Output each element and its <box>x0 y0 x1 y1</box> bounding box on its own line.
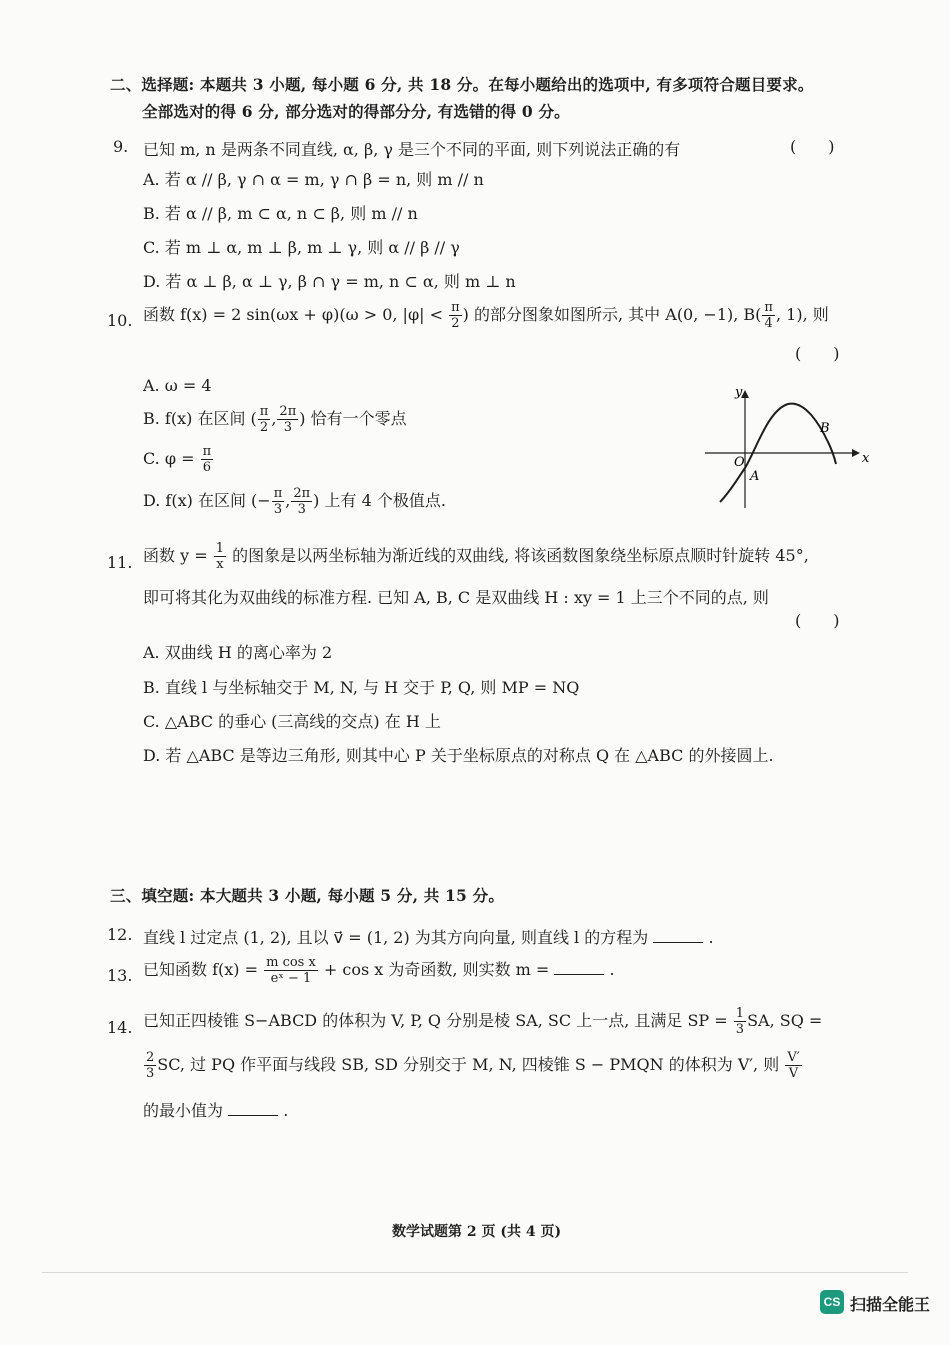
q14-line3 <box>143 1098 288 1121</box>
q9-option-d: D. 若 α ⊥ β, α ⊥ γ, β ∩ γ = m, n ⊂ α, 则 m ⊥ n <box>143 272 516 291</box>
graph-label-y: y <box>735 385 743 400</box>
q14-frac3-den: V <box>788 1066 799 1081</box>
q10-d-frac1-num: π <box>273 486 283 501</box>
q10-b-frac1-num: π <box>259 404 269 419</box>
q10-answer-paren: ( ) <box>795 344 840 363</box>
q13-answer-blank[interactable] <box>554 960 604 975</box>
q10-b-frac1 <box>258 404 271 435</box>
q10-c-part1: C. φ = <box>143 449 195 468</box>
q10-d-frac1 <box>272 486 285 517</box>
q10-b-frac2 <box>277 404 298 435</box>
q10-frac-pi-over-4 <box>762 300 775 331</box>
q13-stem <box>143 955 615 986</box>
q11-stem-part2: 的图象是以两坐标轴为渐近线的双曲线, 将该函数图象绕坐标原点顺时针旋转 45°, <box>232 546 809 565</box>
q10-frac-den: 2 <box>451 316 460 331</box>
q10-stem-part1: 函数 f(x) = 2 sin(ωx + φ)(ω > 0, |φ| < <box>143 305 444 324</box>
q11-frac <box>214 541 226 572</box>
q10-frac4-num: π <box>764 300 773 315</box>
q14-frac3-num: V′ <box>787 1050 800 1065</box>
q14-l1-part2: SA, SQ = <box>747 1011 823 1030</box>
q10-d-frac2-den: 3 <box>297 502 306 517</box>
q10-frac-pi-over-2 <box>449 300 462 331</box>
q13-frac <box>264 955 318 986</box>
q10-c-frac <box>201 444 214 475</box>
q10-b-frac2-den: 3 <box>283 420 292 435</box>
q11-stem-line2: 即可将其化为双曲线的标准方程. 已知 A, B, C 是双曲线 H : xy = 1 上三个不同的点, 则 <box>143 588 769 607</box>
q14-l3-text: 的最小值为 <box>143 1101 224 1120</box>
q14-end: . <box>283 1101 289 1120</box>
q12-stem <box>143 925 714 948</box>
q14-number: 14. <box>107 1018 133 1037</box>
q9-option-b: B. 若 α // β, m ⊂ α, n ⊂ β, 则 m // n <box>143 204 418 223</box>
camscanner-watermark-text: 扫描全能王 <box>850 1297 931 1314</box>
graph-label-origin: O <box>734 455 745 470</box>
q12-answer-blank[interactable] <box>653 928 703 943</box>
q14-frac-2-3 <box>144 1050 156 1081</box>
q13-text-part2: + cos x 为奇函数, 则实数 m = <box>323 960 550 979</box>
q12-number: 12. <box>107 925 133 944</box>
x-axis-arrow <box>852 449 860 457</box>
q11-option-c: C. △ABC 的垂心 (三高线的交点) 在 H 上 <box>143 712 441 731</box>
graph-label-x: x <box>862 451 870 466</box>
section3-title: 三、填空题: 本大题共 3 小题, 每小题 5 分, 共 15 分。 <box>110 886 505 905</box>
q10-b-frac2-num: 2π <box>279 404 297 419</box>
q10-c-frac-den: 6 <box>202 460 212 475</box>
q12-text: 直线 l 过定点 (1, 2), 且以 v⃗ = (1, 2) 为其方向向量, 则直线 l 的方程为 <box>143 928 649 947</box>
q10-d-frac2-num: 2π <box>293 486 311 501</box>
q10-stem-part2: ) 的部分图象如图所示, 其中 A(0, −1), B( <box>462 305 762 324</box>
q13-text-part1: 已知函数 f(x) = <box>143 960 259 979</box>
q13-number: 13. <box>107 966 133 985</box>
section2-title-line1: 二、选择题: 本题共 3 小题, 每小题 6 分, 共 18 分。在每小题给出的选项中, 有多项符合题目要求。 <box>110 75 814 94</box>
q11-stem-line1 <box>143 541 809 572</box>
scan-divider <box>42 1272 908 1273</box>
q12-end: . <box>708 928 714 947</box>
q10-d-frac1-den: 3 <box>273 502 283 517</box>
section2-title-line2: 全部选对的得 6 分, 部分选对的得部分分, 有选错的得 0 分。 <box>142 102 570 121</box>
q9-number: 9. <box>113 137 129 156</box>
q10-c-frac-num: π <box>202 444 212 459</box>
q14-frac-1-3 <box>734 1006 746 1037</box>
q10-stem <box>143 300 829 331</box>
q14-frac1-num: 1 <box>735 1006 745 1021</box>
q10-b-part1: B. f(x) 在区间 ( <box>143 409 257 428</box>
q10-sine-graph <box>700 380 870 515</box>
q14-l1-part1: 已知正四棱锥 S−ABCD 的体积为 V, P, Q 分别是棱 SA, SC 上一点, 且满足 SP = <box>143 1011 728 1030</box>
q10-b-frac1-den: 2 <box>259 420 269 435</box>
q10-d-part1: D. f(x) 在区间 (− <box>143 491 271 510</box>
page-footer: 数学试题第 2 页 (共 4 页) <box>392 1224 562 1240</box>
q14-answer-blank[interactable] <box>228 1101 278 1116</box>
q11-frac-num: 1 <box>215 541 224 556</box>
q10-option-c <box>143 444 214 475</box>
q9-stem: 已知 m, n 是两条不同直线, α, β, γ 是三个不同的平面, 则下列说法正确的有 <box>143 140 681 159</box>
q14-l2-part1: SC, 过 PQ 作平面与线段 SB, SD 分别交于 M, N, 四棱锥 S − PMQN 的体积为 V′, 则 <box>157 1055 780 1074</box>
q11-frac-den: x <box>216 557 224 572</box>
q9-option-a: A. 若 α // β, γ ∩ α = m, γ ∩ β = n, 则 m // n <box>143 170 484 189</box>
q11-option-a: A. 双曲线 H 的离心率为 2 <box>143 643 333 662</box>
q11-option-d: D. 若 △ABC 是等边三角形, 则其中心 P 关于坐标原点的对称点 Q 在 △ABC 的外接圆上. <box>143 746 774 765</box>
q14-line1 <box>143 1006 822 1037</box>
q10-option-d: D. f(x) 在区间 (− $\frac{\pi}{3}$ , $\frac{2\pi}{3}$ ) 上有 4 个极值点. <box>143 486 446 517</box>
q13-frac-num: m cos x <box>266 955 316 970</box>
graph-label-a: A <box>750 469 760 484</box>
q10-option-a: A. ω = 4 <box>143 376 212 395</box>
q10-b-part2: ) 恰有一个零点 <box>299 409 407 428</box>
q13-frac-den: eˣ − 1 <box>270 971 312 986</box>
q14-line2 <box>143 1050 803 1081</box>
q10-stem-part3: , 1), 则 <box>775 305 829 324</box>
q14-frac1-den: 3 <box>735 1022 745 1037</box>
q14-frac-v-ratio <box>785 1050 801 1081</box>
q10-frac4-den: 4 <box>764 316 773 331</box>
q11-number: 11. <box>107 553 133 572</box>
q11-answer-paren: ( ) <box>795 611 840 630</box>
q13-end: . <box>609 960 615 979</box>
q10-d-part2: ) 上有 4 个极值点. <box>313 491 446 510</box>
q14-frac2-num: 2 <box>146 1050 155 1065</box>
q9-answer-paren: ( ) <box>790 137 835 156</box>
q10-frac-num: π <box>451 300 460 315</box>
camscanner-logo-icon: CS <box>820 1290 844 1314</box>
q11-option-b: B. 直线 l 与坐标轴交于 M, N, 与 H 交于 P, Q, 则 MP = NQ <box>143 678 580 697</box>
graph-label-b: B <box>820 421 830 436</box>
q10-d-frac2 <box>291 486 312 517</box>
q10-number: 10. <box>107 311 133 330</box>
q11-stem-part1: 函数 y = <box>143 546 208 565</box>
q14-frac2-den: 3 <box>146 1066 155 1081</box>
q9-option-c: C. 若 m ⊥ α, m ⊥ β, m ⊥ γ, 则 α // β // γ <box>143 238 460 257</box>
q10-option-b: B. f(x) 在区间 ( $\frac{\pi}{2}$ , $\frac{2\pi}{3}$ ) 恰有一个零点 <box>143 404 407 435</box>
